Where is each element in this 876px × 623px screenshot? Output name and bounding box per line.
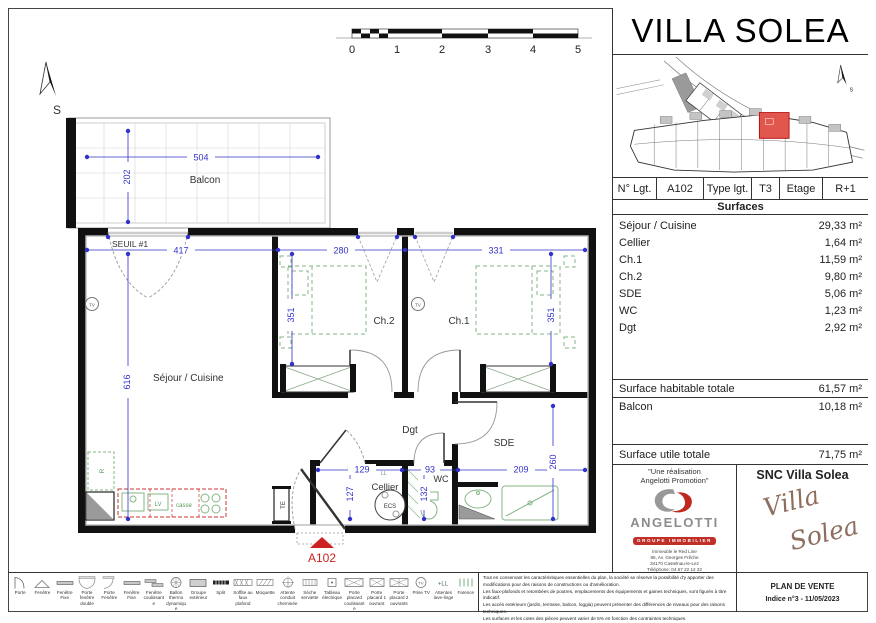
room-area: 5,06 m² (824, 288, 862, 300)
sliding-closet-icon (344, 575, 364, 590)
svg-text:280: 280 (333, 245, 349, 256)
window-icon (32, 575, 52, 590)
svg-text:TV: TV (418, 580, 424, 586)
room-name: SDE (619, 288, 642, 300)
scale-tick: 3 (484, 44, 492, 56)
svg-text:129: 129 (354, 464, 370, 475)
doc-type: PLAN DE VENTE (770, 582, 835, 591)
site-north-label: s (849, 86, 854, 94)
svg-text:504: 504 (193, 152, 209, 163)
room-name: Dgt (619, 322, 637, 334)
label-ll: LL (381, 471, 388, 477)
room-name: WC (619, 305, 638, 317)
room-area: 9,80 m² (824, 271, 862, 283)
label-ch2: Ch.2 (373, 316, 395, 327)
promoter-name: ANGELOTTI (630, 515, 719, 530)
room-name: Séjour / Cuisine (619, 220, 697, 232)
label-wc: WC (433, 474, 449, 484)
label-te: TE (281, 501, 287, 509)
disclaimer: Tout en conservant les caractéristiques essentielles du plan, la société se réserve la possibilité d'y apporter des modifications pour des raisons de constructions ou d'amélioration. Les faux-plafonds et retombées de poutres, emplacements des équipements et gaines techniques, sont figurés à titre indicatif. Les accès extérieurs (jardin, terrasse, balcon, loggia) peuvent présenter des différences de niveaux pour des raisons techniques. Les surfaces et les cotes des pièces peuvent varier de 5% en fonction des contraintes techniques. (478, 573, 736, 612)
svg-text:209: 209 (513, 464, 529, 475)
label-casse: casse (176, 503, 192, 509)
label-balcon: Balcon (189, 175, 221, 186)
label-tv: TV (89, 302, 95, 308)
legend-item: Porte (9, 575, 31, 610)
svg-text:+LL: +LL (438, 581, 449, 588)
site-plan (613, 55, 868, 178)
legend-item: Porte placard coulissante (343, 575, 365, 610)
highlighted-unit (759, 113, 789, 139)
closet-1-door-icon (367, 575, 387, 590)
outdoor-unit-icon (188, 575, 208, 590)
french-door-icon (99, 575, 119, 590)
floor-value: R+1 (835, 182, 856, 195)
label-sejour: Séjour / Cuisine (153, 373, 224, 384)
legend (8, 573, 478, 612)
svg-text:202: 202 (122, 169, 132, 185)
entry-marker-icon (310, 537, 334, 548)
legend-item: Faïence (455, 575, 477, 610)
surface-row (613, 303, 868, 320)
svg-text:93: 93 (424, 464, 436, 475)
legend-item: Moquette (254, 575, 276, 610)
promoter-address: Immeuble le Red Line 85, Av. Georges Frêche 34170 Castelnau-le-Lez Téléphone: 04 67 22 12 22 (647, 549, 702, 572)
technical (86, 298, 496, 549)
svg-text:331: 331 (488, 245, 504, 256)
balcony (66, 118, 330, 228)
tv-socket-icon (411, 575, 431, 590)
electrical-panel-icon (322, 575, 342, 590)
svg-text:616: 616 (122, 374, 132, 390)
total-habitable-value: 61,57 m² (818, 382, 862, 395)
legend-item: Ballon thermo dynamique (165, 575, 187, 610)
legend-item: Tableau électrique (321, 575, 343, 610)
legend-item: Split (210, 575, 232, 610)
floor-header: Etage (780, 178, 823, 199)
svg-text:351: 351 (286, 307, 296, 323)
legend-item: Sèche serviette (299, 575, 321, 610)
right-panel (612, 8, 868, 572)
room-name: Ch.1 (619, 254, 643, 266)
surface-row (613, 235, 868, 252)
promoter-cell (613, 465, 737, 572)
legend-item: TV Prise TV (410, 575, 432, 610)
label-lv: LV (154, 502, 162, 508)
room-area: 2,92 m² (824, 322, 862, 334)
closet-2-door-icon (389, 575, 409, 590)
bed-ch1 (476, 256, 575, 348)
shaft-sde (459, 505, 495, 519)
double-french-door-icon (77, 575, 97, 590)
angelotti-logo-icon (647, 486, 703, 516)
scale-tick: 5 (574, 44, 582, 56)
water-heater-icon (166, 575, 186, 590)
villa-solea-signature: Villa Solea (760, 480, 862, 557)
surfaces-header: Surfaces (613, 200, 868, 215)
washbasin (465, 490, 491, 508)
project-title: VILLA SOLEA (613, 8, 868, 55)
carpet-icon (255, 575, 275, 590)
promoter-subtitle: GROUPE IMMOBILIER (633, 537, 716, 545)
room-area: 29,33 m² (818, 220, 862, 232)
total-habitable-label: Surface habitable totale (619, 382, 735, 395)
doc-index: Indice n°3 - 11/05/2023 (765, 596, 840, 603)
titleblock (736, 573, 868, 612)
wall-tile-icon (456, 575, 476, 590)
scale-tick: 2 (438, 44, 446, 56)
scale-tick: 0 (348, 44, 356, 56)
promoter-quote: "Une réalisation Angelotti Promotion" (640, 467, 709, 485)
room-name: Ch.2 (619, 271, 643, 283)
snc-name: SNC Villa Solea (756, 468, 849, 482)
room-name: Cellier (619, 237, 651, 249)
north-arrow-icon (40, 62, 61, 117)
scale-bar (336, 29, 592, 56)
surface-row (613, 286, 868, 303)
unit-number-value: A102 (657, 178, 704, 199)
room-area: 11,59 m² (819, 254, 862, 266)
total-utile-value: 71,75 m² (818, 448, 862, 461)
label-ecs: ECS (383, 504, 397, 510)
legend-item: Fenêtre Fixe (120, 575, 142, 610)
svg-text:132: 132 (419, 486, 429, 502)
label-fridge: R (99, 468, 106, 474)
label-ch1: Ch.1 (448, 316, 470, 327)
room-area: 1,64 m² (824, 237, 862, 249)
legend-item: Fenêtre Fixe (54, 575, 76, 610)
surface-row (613, 269, 868, 286)
split-icon (211, 575, 231, 590)
door-icon (10, 575, 30, 590)
soffit-icon (233, 575, 253, 590)
legend-item: Porte placard 2 ouvrants (388, 575, 410, 610)
washer-hookup-icon (433, 575, 453, 590)
scale-tick: 4 (529, 44, 537, 56)
unit-number: A102 (307, 551, 337, 565)
legend-item: +LL Attentes lave-linge (432, 575, 454, 610)
label-tv: TV (415, 302, 421, 308)
svg-text:351: 351 (546, 307, 556, 323)
balcony-value: 10,18 m² (818, 401, 862, 413)
unit-type-header: Type lgt. (704, 178, 752, 199)
label-cellier: Cellier (371, 482, 399, 493)
unit-number-header: N° Lgt. (613, 178, 657, 199)
svg-text:417: 417 (173, 245, 189, 256)
label-dgt: Dgt (402, 425, 418, 436)
legend-item: Attente conduit cheminée (276, 575, 298, 610)
hob (201, 494, 209, 502)
legend-item: Porte placard 1 ouvrant (366, 575, 388, 610)
label-sde: SDE (493, 438, 515, 449)
snc-cell (737, 465, 868, 572)
svg-text:127: 127 (345, 486, 355, 502)
fixed-window-icon (55, 575, 75, 590)
legend-item: Soffite au faux plafond (232, 575, 254, 610)
total-habitable-row (613, 380, 868, 398)
balcony-label: Balcon (619, 401, 653, 413)
legend-item: Groupe extérieur (187, 575, 209, 610)
scale-tick: 1 (393, 44, 401, 56)
sliding-window-icon (144, 575, 164, 590)
surface-row (613, 218, 868, 235)
chimney-duct-icon (278, 575, 298, 590)
surfaces-list (613, 215, 868, 380)
legend-item: Fenêtre (31, 575, 53, 610)
total-utile-row (613, 445, 868, 465)
total-utile-label: Surface utile totale (619, 448, 711, 461)
legend-item: Porte fenêtre double (76, 575, 98, 610)
unit-info-table (613, 178, 868, 200)
balcony-row (613, 398, 868, 445)
legend-item: Fenêtre coulissante (143, 575, 165, 610)
label-seuil: SEUIL #1 (112, 239, 149, 249)
svg-text:260: 260 (548, 454, 558, 470)
bottom-strip (8, 572, 868, 621)
surface-row (613, 252, 868, 269)
surface-row (613, 320, 868, 337)
site-plan-drawing (613, 55, 868, 177)
legend-item: Porte Fenêtre (98, 575, 120, 610)
fixed-window-icon (122, 575, 142, 590)
north-label: S (52, 103, 62, 117)
room-area: 1,23 m² (824, 305, 862, 317)
signature-block (613, 465, 868, 572)
unit-type-value: T3 (752, 178, 780, 199)
towel-radiator-icon (300, 575, 320, 590)
